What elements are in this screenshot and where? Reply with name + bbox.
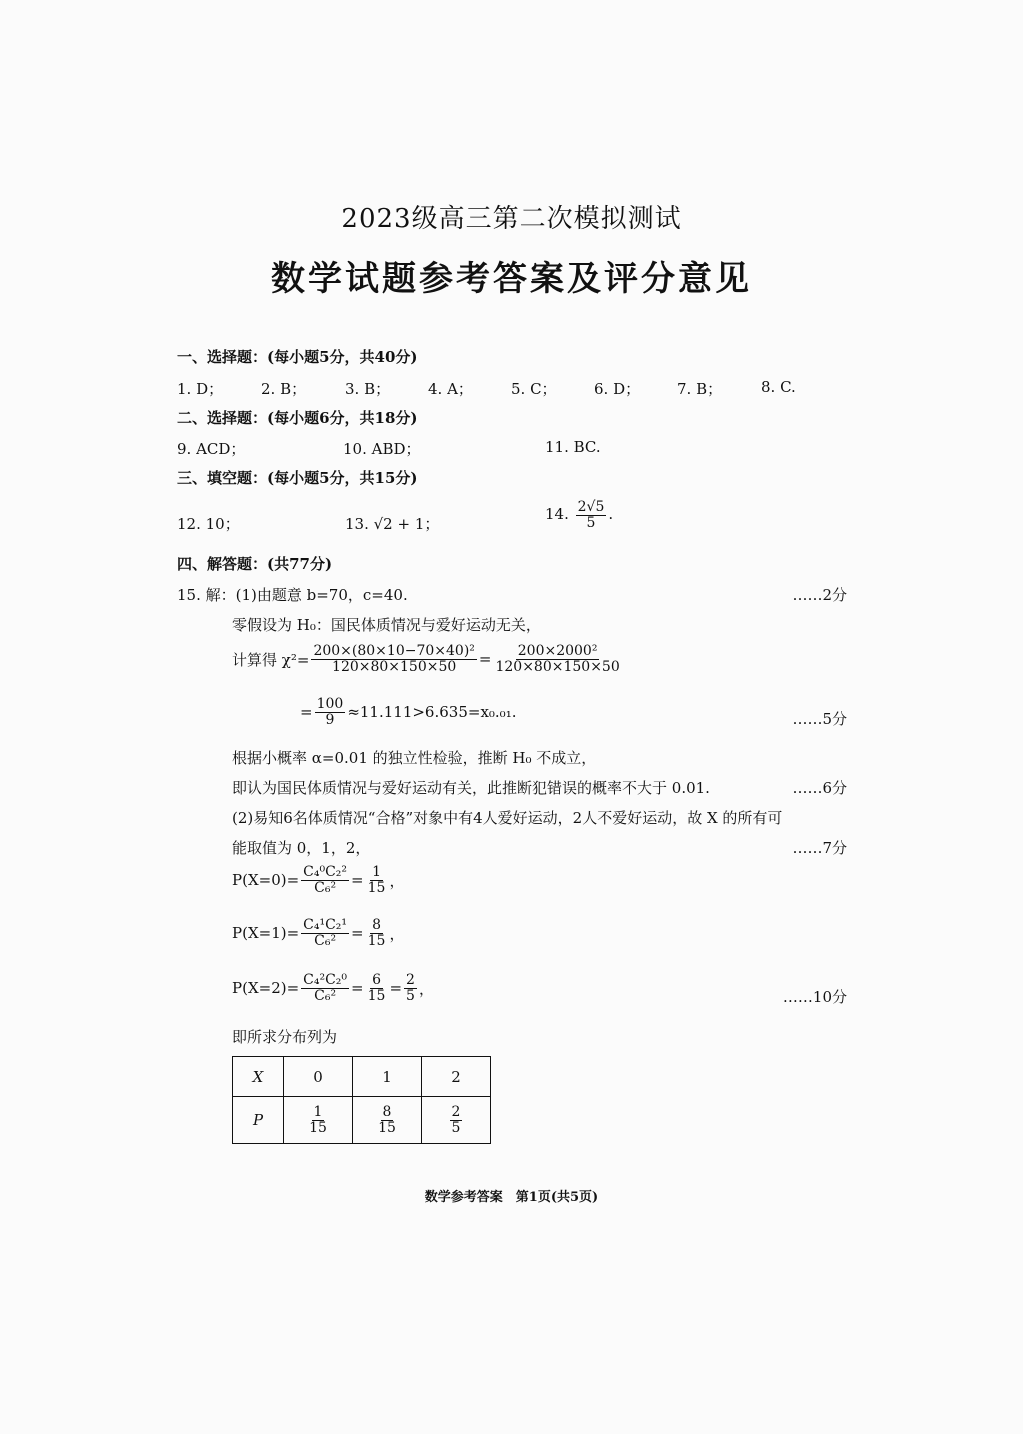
fraction-denominator: 9 [325,711,335,728]
value-fraction [366,973,388,1003]
section-1-heading: 一、选择题：(每小题5分，共40分) [177,348,418,366]
answer-7: 7. B； [677,380,723,398]
prob-label: P(X=0)= [232,871,300,890]
fraction-denominator: 15 [367,987,386,1004]
answer-10: 10. ABD； [343,440,421,458]
fraction-denominator: 15 [367,932,386,949]
fraction-numerator: 200×2000² [517,643,598,659]
fraction-numerator: 100 [316,696,344,712]
equals-sign: = [300,703,313,722]
probability-x0: P(X=0)= $\frac{\text{C₄⁰C₂²}}{\text{C₆²}}$ = $\frac{1}{15}$ ， [232,864,405,896]
exam-title: 2023级高三第二次模拟测试 [341,204,682,234]
equals-sign: = [478,650,492,669]
section-3-heading: 三、填空题：(每小题5分，共15分) [177,469,418,487]
equals-sign: = [389,979,403,998]
combination-fraction [301,973,349,1003]
answer-8: 8. C. [761,378,796,396]
fraction-denominator: 120×80×150×50 [332,658,457,675]
table-cell: 2 [422,1057,491,1097]
value-fraction [307,1105,329,1135]
chi-result-comparison: ≈11.111>6.635=x₀.₀₁. [347,703,517,722]
table-cell [422,1097,491,1144]
answer-14-suffix: . [608,505,614,524]
fraction-numerator: 2 [451,1103,461,1120]
chi-label: 计算得 χ²= [232,650,310,669]
fraction-denominator: C₆² [314,987,337,1004]
fraction-numerator: 1 [372,864,381,880]
equals-sign: = [351,924,364,943]
conclusion-line-1: 根据小概率 α=0.01 的独立性检验，推断 H₀ 不成立， [232,749,597,767]
fraction-numerator: 6 [372,972,381,988]
conclusion-line-2: 即认为国民体质情况与爱好运动有关，此推断犯错误的概率不大于 0.01. [232,779,710,797]
fraction-denominator: C₆² [314,932,337,949]
score-mark: ……7分 [792,839,847,857]
value-fraction [450,1105,463,1135]
distribution-intro: 即所求分布列为 [232,1028,338,1046]
fraction-numerator: C₄²C₂⁰ [303,972,348,988]
table-cell: 1 [353,1057,422,1097]
chi-fraction-2 [493,644,621,674]
answer-14-prefix: 14. [545,505,569,524]
answer-6: 6. D； [594,380,641,398]
x-header-cell: X [233,1057,284,1097]
answer-5: 5. C； [511,380,557,398]
p-header-cell: P [233,1097,284,1144]
table-cell [353,1097,422,1144]
answer-1: 1. D； [177,380,224,398]
value-fraction [404,973,417,1003]
score-mark: ……6分 [792,779,847,797]
q15-intro: 15. 解：(1)由题意 b=70，c=40. [177,586,408,604]
answer-3: 3. B； [345,380,391,398]
answer-9: 9. ACD； [177,440,246,458]
fraction-denominator: C₆² [314,879,337,896]
fraction-numerator: 200×(80×10−70×40)² [313,643,475,659]
chi-square-calc [232,644,624,674]
equals-sign: = [351,979,364,998]
chi-square-result [300,697,516,727]
part-2-line-2: 能取值为 0，1，2， [232,839,371,857]
fraction-numerator: 1 [313,1103,323,1120]
fraction-numerator: C₄¹C₂¹ [303,917,348,933]
value-fraction [366,865,388,895]
answer-2: 2. B； [261,380,307,398]
null-hypothesis: 零假设为 H₀：国民体质情况与爱好运动无关， [232,616,541,634]
fraction-denominator: 120×80×150×50 [495,658,620,675]
equals-sign: = [351,871,364,890]
score-mark: ……10分 [782,988,847,1006]
fraction-numerator: 8 [382,1103,392,1120]
fraction-numerator: C₄⁰C₂² [303,864,348,880]
answer-14-fraction [576,500,607,530]
prob-label: P(X=1)= [232,924,300,943]
table-cell: 0 [284,1057,353,1097]
chi-fraction-1 [311,644,476,674]
fraction-numerator: 2 [406,972,415,988]
fraction-denominator: 15 [309,1119,327,1136]
answer-11: 11. BC. [545,438,601,456]
part-2-line-1: (2)易知6名体质情况“合格”对象中有4人爱好运动，2人不爱好运动，故 X 的所有可 [232,809,783,827]
table-row [233,1097,491,1144]
score-mark: ……2分 [792,586,847,604]
table-cell [284,1097,353,1144]
fraction-denominator: 15 [378,1119,396,1136]
page-footer: 数学参考答案 第1页(共5页) [424,1190,599,1205]
prob-label: P(X=2)= [232,979,300,998]
section-4-heading: 四、解答题：(共77分) [177,555,333,573]
probability-x1: P(X=1)= $\frac{\text{C₄¹C₂¹}}{\text{C₆²}}$ = $\frac{8}{15}$ ， [232,917,405,949]
chi-result-fraction [315,697,346,727]
fraction-denominator: 5 [586,514,596,531]
probability-x2: P(X=2)= $\frac{\text{C₄²C₂⁰}}{\text{C₆²}}$ = $\frac{6}{15}$ = $\frac{2}{5}$ ， [232,972,434,1004]
value-fraction [366,918,388,948]
answer-14 [545,500,613,530]
distribution-table [232,1056,491,1144]
document-title: 数学试题参考答案及评分意见 [271,259,752,299]
section-2-heading: 二、选择题：(每小题6分，共18分) [177,409,418,427]
answer-12: 12. 10； [177,515,240,533]
combination-fraction [301,918,349,948]
answer-4: 4. A； [428,380,473,398]
fraction-numerator: 8 [372,917,381,933]
table-row [233,1057,491,1097]
fraction-numerator: 2√5 [577,499,605,515]
score-mark: ……5分 [792,710,847,728]
fraction-denominator: 5 [406,987,415,1004]
fraction-denominator: 5 [451,1119,461,1136]
answer-13: 13. √2 + 1； [345,515,440,533]
fraction-denominator: 15 [367,879,386,896]
value-fraction [376,1105,398,1135]
combination-fraction [301,865,349,895]
